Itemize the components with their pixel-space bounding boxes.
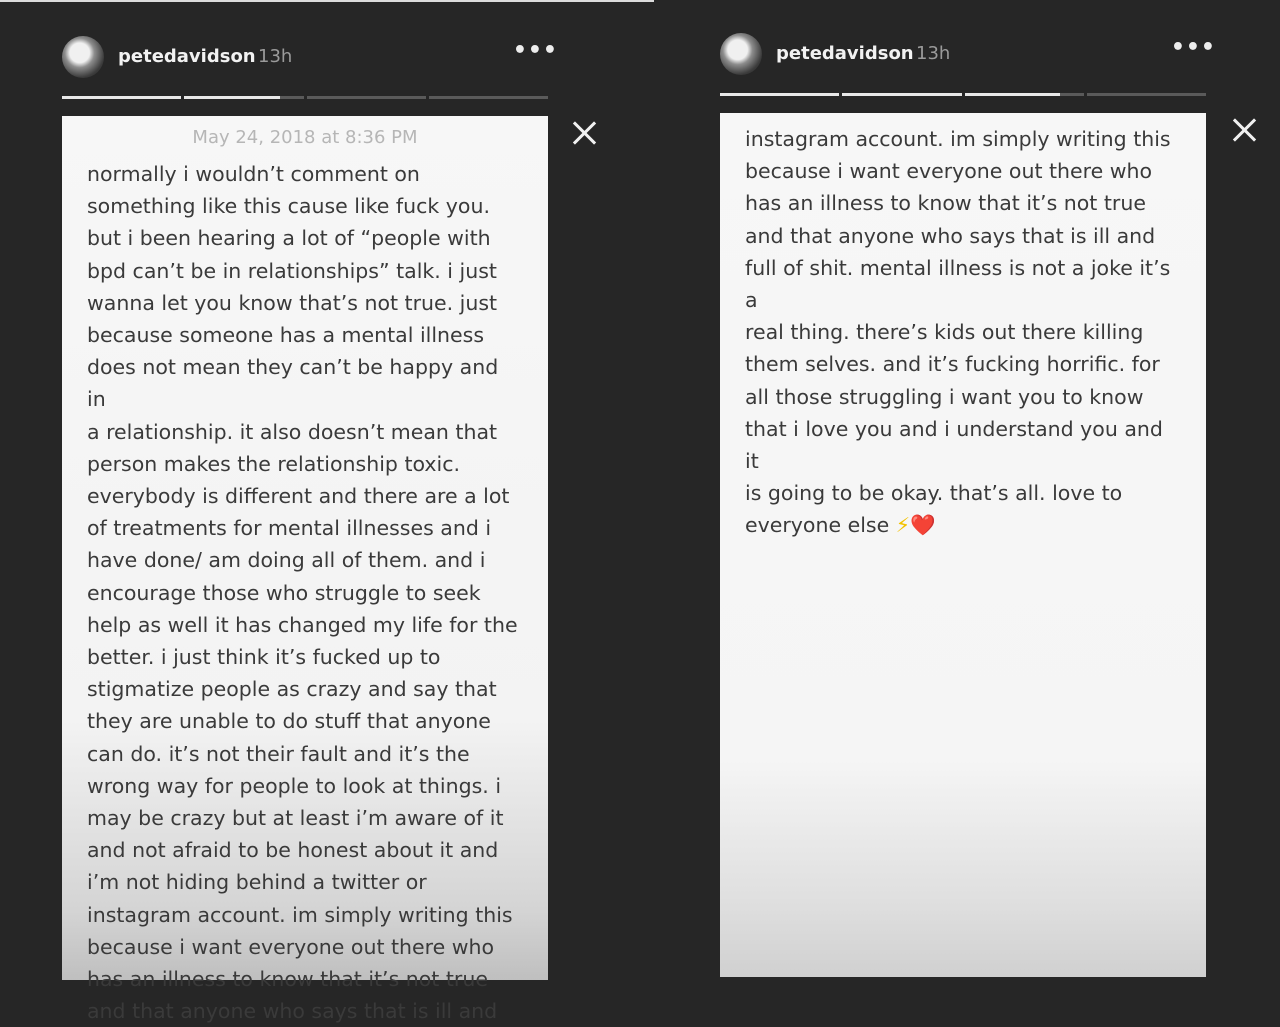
story-header xyxy=(60,34,558,84)
note-text: normally i wouldn’t comment on something like this cause like fuck you. but i been hearing a lot of “people with bpd can’t be in relationships” talk. i just wanna let you know that’s not true. just because someone has a mental illness does not mean they can’t be happy and in a relationship. it also doesn’t mean that person makes the relationship toxic. everybody is different and there are a lot of treatments for mental illnesses and i have done/ am doing all of them. and i encourage those who struggle to seek help as well it has changed my life for the better. i just think it’s fucked up to stigmatize people as crazy and say that they are unable to do stuff that anyone can do. it’s not their fault and it’s the wrong way for people to look at things. i may be crazy but at least i’m aware of it and not afraid to be honest about it and i’m not hiding behind a twitter or instagram account. im simply writing this because i want everyone out there who has an illness to know that it’s not true and that anyone who says that is ill and xyxy=(87,162,518,1024)
story-progress-bar xyxy=(62,96,548,99)
avatar[interactable] xyxy=(720,33,762,75)
more-options-icon[interactable]: ••• xyxy=(1170,35,1216,60)
progress-segment xyxy=(429,96,548,99)
post-time: 13h xyxy=(916,43,951,64)
story-header xyxy=(718,31,1216,81)
close-icon[interactable] xyxy=(1230,115,1260,145)
note-text xyxy=(720,123,1206,542)
avatar[interactable] xyxy=(62,36,104,78)
progress-segment xyxy=(1087,93,1206,96)
more-options-icon[interactable]: ••• xyxy=(512,38,558,63)
progress-segment xyxy=(184,96,303,99)
progress-segment xyxy=(307,96,426,99)
note-text-body: instagram account. im simply writing this because i want everyone out there who has an illness to know that it’s not true and that anyone who says that is ill and full of shit. mental illness is not a joke it’s a real thing. there’s kids out there killing them selves. and it’s fucking horrific. for all those struggling i want you to know that i love you and i understand you and it is going to be okay. that’s all. love to everyone else xyxy=(745,127,1171,538)
story-panel-left xyxy=(60,0,620,1024)
heart-icon: ❤️ xyxy=(910,513,936,538)
progress-fill xyxy=(842,93,961,96)
progress-segment xyxy=(842,93,961,96)
story-panel-right xyxy=(718,0,1278,1005)
story-progress-bar xyxy=(720,93,1206,96)
username[interactable]: petedavidson xyxy=(118,46,256,67)
progress-segment xyxy=(720,93,839,96)
progress-fill xyxy=(720,93,839,96)
progress-segment xyxy=(62,96,181,99)
progress-fill xyxy=(62,96,181,99)
story-note-card[interactable] xyxy=(62,116,548,1024)
post-time: 13h xyxy=(258,46,293,67)
lightning-icon: ⚡ xyxy=(895,513,911,538)
story-note-card[interactable] xyxy=(720,113,1206,977)
progress-fill xyxy=(184,96,279,99)
close-icon[interactable] xyxy=(570,118,600,148)
progress-fill xyxy=(965,93,1060,96)
note-date: May 24, 2018 at 8:36 PM xyxy=(192,127,418,148)
username[interactable]: petedavidson xyxy=(776,43,914,64)
progress-segment xyxy=(965,93,1084,96)
